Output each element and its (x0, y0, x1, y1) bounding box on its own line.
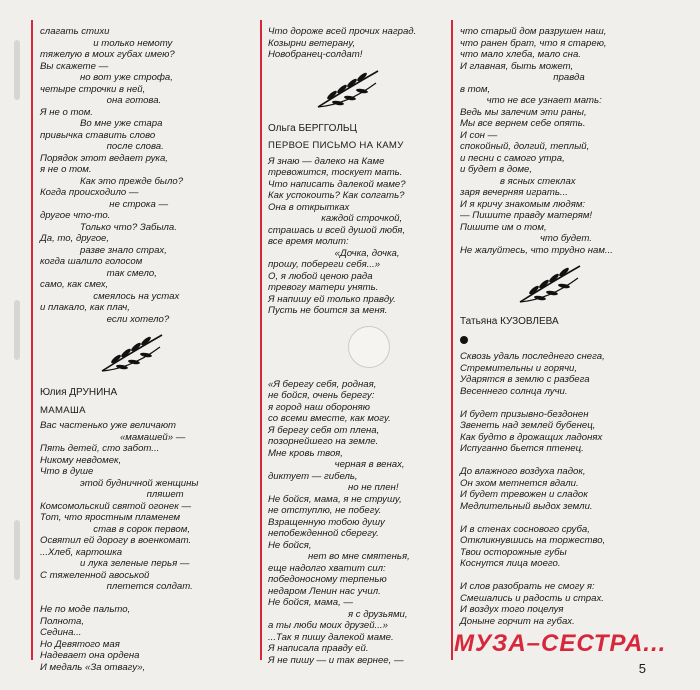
poem-line: Что дороже всей прочих наград. (268, 26, 417, 37)
poem-line: каждой строчкой, (268, 213, 403, 224)
poem-line (460, 570, 650, 582)
poem-line: непобежденной сберегу. (268, 528, 379, 539)
poem-line: недаром Ленин нас учил. (268, 585, 381, 597)
author-name: Татьяна КУЗОВЛЕВА (460, 316, 559, 327)
poem-line: Надевает она ордена (40, 650, 140, 661)
poem-line: И будет тревожен и сладок (460, 489, 588, 500)
poem-line: в ясных стеклах (460, 175, 576, 187)
poem-line: Никому невдомек, (40, 454, 122, 466)
poem-line: что старый дом разрушен наш, (460, 26, 607, 37)
poem-line: Во мне уже стара (40, 118, 163, 129)
poem-line: все время молит: (268, 236, 349, 247)
poem-line: заря вечерняя играть... (460, 187, 568, 198)
poem-line: Не жалуйтесь, что трудно нам... (460, 244, 613, 256)
poem-line: тяжелую в моих губах имею? (40, 49, 175, 60)
poem-line: Но Девятого мая (40, 638, 120, 650)
poem-line: Я не пишу — и так вернее, — (268, 654, 404, 666)
poem-line: Тот, что яростным пламенем (40, 512, 181, 523)
poem-line: когда шалило голосом (40, 256, 143, 267)
poem-line: привычка ставить слово (40, 129, 156, 141)
poem-line: Что написать далекой маме? (268, 178, 406, 190)
poem-line: И будет призывно-бездонен (460, 408, 589, 420)
poem-line: и будет в доме, (460, 164, 533, 175)
poem-line: тревогу матери унять. (268, 282, 379, 293)
poem-line (460, 512, 650, 524)
poem-line: Я напишу ей только правду. (268, 293, 396, 305)
poem-lines (268, 379, 448, 667)
poem-lines (460, 26, 650, 256)
poem-line: Не бойся, мама, — (268, 597, 353, 608)
poem-line: И в стенах соснового сруба, (460, 523, 590, 535)
red-rule-left (31, 20, 33, 660)
sprig-ornament (268, 61, 448, 119)
poem-line: Что в душе (40, 466, 94, 477)
poem-line: И я кричу знакомым людям: (460, 198, 586, 210)
author-name: Юлия ДРУНИНА (40, 387, 118, 398)
poem-line: что будет. (460, 233, 592, 244)
poem-line: Вас частенько уже величают (40, 420, 177, 431)
poem-line: Когда происходило — (40, 187, 139, 198)
poem-line: она готова. (40, 95, 162, 106)
poem-line: Звенеть над землей бубенец, (460, 420, 596, 431)
poem-line: если хотело? (40, 313, 170, 325)
poem-lines (40, 420, 250, 673)
sprig-ornament (40, 325, 250, 383)
poem-line: смеялось на устах (40, 290, 180, 302)
poem-line: И слов разобрать не смогу я: (460, 581, 595, 592)
poem-line: Я не о том. (40, 106, 93, 118)
poem-line: я не о том. (40, 164, 92, 175)
poem-line: Пять детей, сто забот... (40, 443, 160, 454)
poem-line: правда (460, 72, 585, 83)
bullet-icon (460, 336, 650, 348)
poem-line: черная в венах, (268, 459, 405, 470)
poem-lines (268, 26, 448, 61)
poem-line: Новобранец-солдат! (268, 49, 363, 60)
binder-hole (14, 300, 20, 360)
binder-hole (14, 520, 20, 580)
poem-line: Пусть не боится за меня. (268, 305, 388, 316)
poem-line: Мне кровь твоя, (268, 447, 343, 459)
poem-line: Порядок этот ведает рука, (40, 152, 168, 164)
poem-line: но вот уже строфа, (40, 72, 173, 83)
poem-line: разве знало страх, (40, 244, 167, 256)
poem-lines (40, 26, 250, 325)
poem-line: Полнота, (40, 615, 84, 627)
poem-line: слагать стихи (40, 26, 110, 37)
poem-line: Пишите им о том, (460, 221, 547, 233)
poem-line: Смешались и радость и страх. (460, 592, 604, 604)
poem-line: Твои осторожные губы (460, 546, 567, 558)
poem-line: Откликнувшись на торжество, (460, 535, 606, 546)
poem-line: этой будничной женщины (40, 477, 199, 489)
poem-line: не строка — (40, 198, 169, 210)
poem-line: Не по моде пальто, (40, 604, 131, 615)
poem-line: Да, то, другое, (40, 233, 110, 244)
poem-line: и песни с самого утра, (460, 152, 565, 164)
poem-line: Я знаю — далеко на Каме (268, 155, 385, 167)
poem-line: Весеннего солнца лучи. (460, 385, 568, 397)
poem-line: — Пишите правду матерям! (460, 210, 593, 221)
poem-line: и плакало, как плач, (40, 302, 130, 313)
poem-line: Коснутся лица моего. (460, 558, 561, 569)
poem-line: Я написала правду ей. (268, 643, 369, 654)
poem-line (460, 455, 650, 467)
poem-line: Я берегу себя от плена, (268, 424, 380, 436)
poem-line: прошу, побереги себя...» (268, 259, 381, 270)
poem-line: спокойный, долгий, теплый, (460, 141, 590, 152)
poem-line (460, 397, 650, 409)
poem-line: диктует — гибель, (268, 470, 358, 482)
poem-line: Взращенную тобою душу (268, 516, 385, 528)
poem-line: но не плен! (268, 482, 399, 493)
poem-line: Стремительны и горячи, (460, 362, 578, 374)
laurel-sprig-icon (514, 260, 584, 308)
author-name: Ольга БЕРГГОЛЬЦ (268, 122, 357, 134)
poem-line: И главная, быть может, (460, 60, 574, 72)
poem-line: страшась и всей душой любя, (268, 224, 406, 236)
poem-line: ...Так я пишу далекой маме. (268, 631, 394, 643)
laurel-sprig-icon (96, 329, 166, 377)
poem-line: Как успокоить? Как солгать? (268, 190, 405, 201)
poem-line: С тяжеленной авоськой (40, 569, 150, 581)
poem-line: Как будто в дрожащих ладонях (460, 431, 603, 443)
poem-line (40, 593, 250, 605)
poem-line: И сон — (460, 129, 498, 141)
poem-line: я город наш обороняю (268, 401, 370, 413)
laurel-sprig-icon (312, 65, 382, 113)
section-badge: МУЗА–СЕСТРА... (454, 630, 667, 657)
poem-line: другое что-то. (40, 210, 111, 221)
column-1 (40, 26, 250, 673)
poem-line: не отступлю, не побегу. (268, 505, 382, 516)
poem-line: Вы скажете — (40, 60, 109, 72)
poem-line: не бойся, очень берегу: (268, 390, 375, 401)
poem-line: пляшет (40, 489, 184, 500)
poem-line: Медлительный выдох земли. (460, 500, 593, 512)
poem-line: «Дочка, дочка, (268, 247, 400, 259)
red-rule-mid (260, 20, 262, 660)
poem-line: в том, (460, 83, 491, 95)
poem-title: ПЕРВОЕ ПИСЬМО НА КАМУ (268, 140, 404, 151)
poem-line: Ведь мы залечим эти раны, (460, 106, 587, 118)
poem-line: что ранен брат, что я старею, (460, 37, 607, 49)
poem-line: позорнейшего на земле. (268, 436, 379, 447)
poem-line: еще надолго хватит сил: (268, 562, 386, 574)
poem-line: Ударятся в землю с разбега (460, 374, 590, 385)
poem-line: так смело, (40, 267, 157, 279)
poem-title: МАМАША (40, 404, 86, 416)
poem-line: я с друзьями, (268, 608, 408, 620)
record-disc-image (348, 326, 390, 368)
poem-line: тревожится, тоскует мать. (268, 167, 403, 178)
poem-line: Доныне горчит на губах. (460, 615, 575, 627)
poem-line: Освятил ей дорогу в военкомат. (40, 535, 192, 546)
poem-line: и только немоту (40, 37, 173, 49)
poem-line: ...Хлеб, картошка (40, 546, 123, 558)
poem-line: став в сорок первом, (40, 523, 190, 535)
poem-line: плетется солдат. (40, 581, 193, 592)
poem-line: Она в открытках (268, 201, 350, 213)
poem-line: четыре строчки в ней, (40, 83, 146, 95)
column-3 (460, 26, 650, 627)
poem-line: Комсомольский святой огонек — (40, 500, 192, 512)
poem-line: До влажного воздуха падок, (460, 466, 586, 477)
poem-line: Только что? Забыла. (40, 221, 177, 233)
poem-line: «Я берегу себя, родная, (268, 378, 377, 390)
poem-line: победоносному терпенью (268, 574, 387, 585)
page-number: 5 (638, 661, 646, 676)
poem-line: Седина... (40, 627, 82, 638)
binder-hole (14, 40, 20, 100)
sprig-ornament (460, 256, 650, 312)
poem-line: Мы все вернем себе опять. (460, 118, 586, 129)
poem-line: О, я любой ценою рада (268, 270, 373, 282)
poem-line: Испуганно бьется птенец. (460, 443, 584, 454)
poem-line: со всеми вместе, как могу. (268, 413, 391, 424)
poem-line: само, как смех, (40, 279, 109, 290)
poem-line: Как это прежде было? (40, 175, 184, 187)
poem-line: Он эхом метнется вдали. (460, 477, 579, 489)
red-rule-right (451, 20, 453, 660)
poem-line: и лука зеленые перья — (40, 558, 190, 569)
poem-line: что не все узнает мать: (460, 95, 602, 106)
poem-line: нет во мне смятенья, (268, 551, 410, 562)
poem-line: после слова. (40, 141, 164, 152)
poem-lines (268, 156, 448, 317)
poem-line: И воздух того поцелуя (460, 604, 564, 615)
poem-line: что мало хлеба, мало сна. (460, 49, 581, 60)
poem-lines (460, 351, 650, 627)
poem-line: Сквозь удаль последнего снега, (460, 351, 605, 362)
poem-line: Не бойся, (268, 539, 312, 551)
poem-line: а ты люби моих друзей...» (268, 620, 388, 631)
poem-line: Козырни ветерану, (268, 37, 356, 49)
poem-line: «мамашей» — (40, 431, 186, 443)
poem-line: И медаль «За отвагу», (40, 661, 146, 673)
poem-line: Не бойся, мама, я не струшу, (268, 493, 402, 505)
